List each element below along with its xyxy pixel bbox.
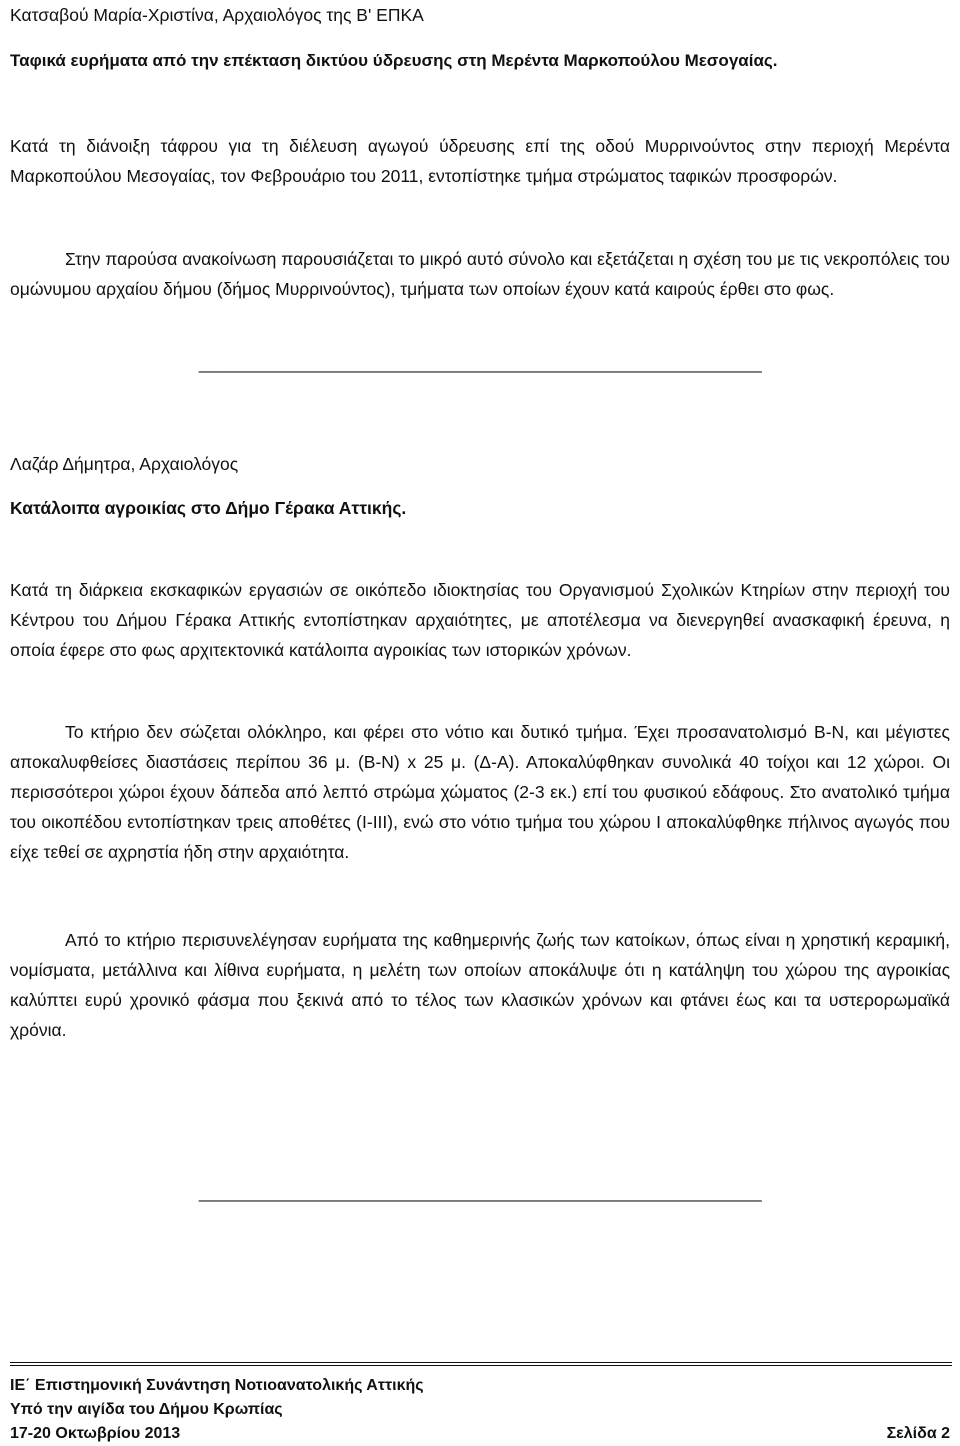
- footer-rule: [10, 1362, 952, 1366]
- footer-auspices: Υπό την αιγίδα του Δήμου Κρωπίας: [10, 1401, 283, 1418]
- section2-paragraph-2: Το κτήριο δεν σώζεται ολόκληρο, και φέρει στο νότιο και δυτικό τμήμα. Έχει προσανατολισμό Β-Ν, και μέγιστες αποκαλυφθείσες διαστάσεις περίπου 36 μ. (Β-Ν) x 25 μ. (Δ-Α). Αποκαλύφθηκαν συνολικά 40 τοίχοι και 12 χώροι. Οι περισσότεροι χώροι έχουν δάπεδα από λεπτό στρώμα χώματος (2-3 εκ.) επί του φυσικού εδάφους. Στο ανατολικό τμήμα του οικοπέδου εντοπίστηκαν τρεις αποθέτες (Ι-ΙΙΙ), ενώ στο νότιο τμήμα του χώρου Ι αποκαλύφθηκε πήλινος αγωγός που είχε τεθεί σε αχρηστία ήδη στην αρχαιότητα.: [10, 722, 950, 862]
- section1-title: Ταφικά ευρήματα από την επέκταση δικτύου ύδρευσης στη Μερέντα Μαρκοπούλου Μεσογαίας.: [10, 51, 778, 70]
- section2-author: Λαζάρ Δήμητρα, Αρχαιολόγος: [10, 454, 239, 474]
- footer-date: 17-20 Οκτωβρίου 2013: [10, 1425, 181, 1442]
- section1-author: Κατσαβού Μαρία-Χριστίνα, Αρχαιολόγος της Β' ΕΠΚΑ: [10, 5, 424, 25]
- section-separator-2: –––––––––––––––––––––––––––––––––––––––––––––––––––––––––––––––––––: [198, 1192, 762, 1209]
- section1-paragraph-1: Κατά τη διάνοιξη τάφρου για τη διέλευση αγωγού ύδρευσης επί της οδού Μυρρινούντος στην περιοχή Μερέντα Μαρκοπούλου Μεσογαίας, τον Φεβρουάριο του 2011, εντοπίστηκε τμήμα στρώματος ταφικών προσφορών.: [10, 136, 950, 186]
- section-separator-1: –––––––––––––––––––––––––––––––––––––––––––––––––––––––––––––––––––: [198, 363, 762, 380]
- footer-conference: ΙΕ΄ Επιστημονική Συνάντηση Νοτιοανατολικής Αττικής: [10, 1377, 424, 1394]
- section2-paragraph-3: Από το κτήριο περισυνελέγησαν ευρήματα της καθημερινής ζωής των κατοίκων, όπως είναι η χρηστική κεραμική, νομίσματα, μετάλλινα και λίθινα ευρήματα, η μελέτη των οποίων αποκάλυψε ότι η κατάληψη του χώρου της αγροικίας καλύπτει ευρύ χρονικό φάσμα που ξεκινά από το τέλος των κλασικών χρόνων και φτάνει έως και τα υστερορωμαϊκά χρόνια.: [10, 930, 950, 1040]
- section2-paragraph-1: Κατά τη διάρκεια εκσκαφικών εργασιών σε οικόπεδο ιδιοκτησίας του Οργανισμού Σχολικών Κτηρίων στην περιοχή του Κέντρου του Δήμου Γέρακα Αττικής εντοπίστηκαν αρχαιότητες, με αποτέλεσμα να διενεργηθεί ανασκαφική έρευνα, η οποία έφερε στο φως αρχιτεκτονικά κατάλοιπα αγροικίας των ιστορικών χρόνων.: [10, 580, 950, 660]
- section2-title: Κατάλοιπα αγροικίας στο Δήμο Γέρακα Αττικής.: [10, 498, 407, 518]
- footer-page-number: Σελίδα 2: [886, 1425, 950, 1442]
- section1-paragraph-2: Στην παρούσα ανακοίνωση παρουσιάζεται το μικρό αυτό σύνολο και εξετάζεται η σχέση του με τις νεκροπόλεις του ομώνυμου αρχαίου δήμου (δήμος Μυρρινούντος), τμήματα των οποίων έχουν κατά καιρούς έρθει στο φως.: [10, 249, 950, 299]
